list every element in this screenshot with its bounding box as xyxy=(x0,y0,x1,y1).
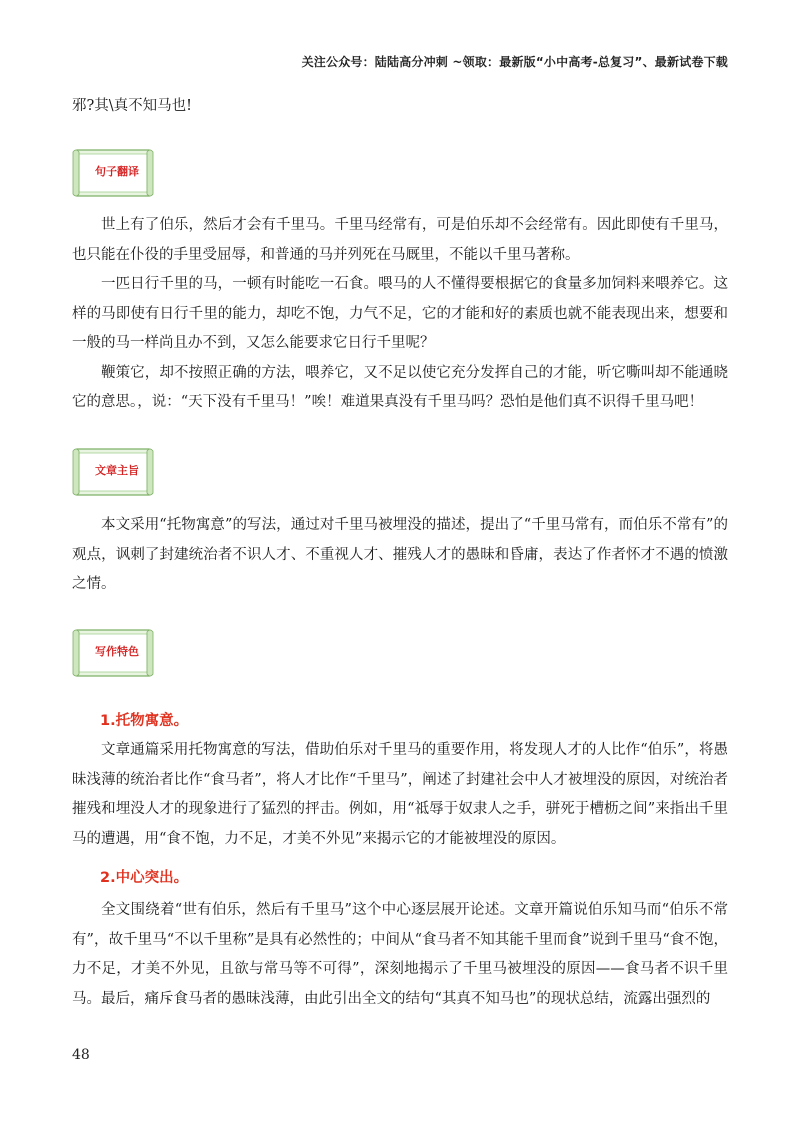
section-badge-features xyxy=(70,626,156,680)
translation-paragraph-1: 世上有了伯乐，然后才会有千里马。千里马经常有，可是伯乐却不会经常有。因此即使有千里马，也只能在仆役的手里受屈辱，和普通的马并列死在马厩里，不能以千里马著称。 xyxy=(72,217,728,263)
feature-text-2: 全文围绕着“世有伯乐，然后有千里马”这个中心逐层展开论述。文章开篇说伯乐知马而“伯乐不常有”，故千里马“不以千里称”是具有必然性的；中间从“食马者不知其能千里而食”说到千里马“食不饱，力不足，才美不外见，且欲与常马等不可得”，深刻地揭示了千里马被埋没的原因——食马者不识千里马。最后，痛斥食马者的愚昧浅薄，由此引出全文的结句“其真不知马也”的现状总结，流露出强烈的 xyxy=(72,902,728,1007)
feature-text-1: 文章通篇采用托物寓意的写法，借助伯乐对千里马的重要作用，将发现人才的人比作“伯乐”，将愚昧浅薄的统治者比作“食马者”，将人才比作“千里马”，阐述了封建社会中人才被埋没的原因，对统治者摧残和埋没人才的现象进行了猛烈的抨击。例如，用“祗辱于奴隶人之手，骈死于槽枥之间”来指出千里马的遭遇，用“食不饱，力不足，才美不外见”来揭示它的才能被埋没的原因。 xyxy=(72,742,728,847)
section-label-translation: 句子翻译 xyxy=(95,165,139,178)
theme-paragraph-1: 本文采用“托物寓意”的写法，通过对千里马被埋没的描述，提出了“千里马常有，而伯乐不常有”的观点，讽刺了封建统治者不识人才、不重视人才、摧残人才的愚昧和昏庸，表达了作者怀才不遇的愤激之情。 xyxy=(72,517,728,592)
feature-body-1 xyxy=(72,736,728,854)
translation-paragraph-2: 一匹日行千里的马，一顿有时能吃一石食。喂马的人不懂得要根据它的食量多加饲料来喂养它。这样的马即使有日行千里的能力，却吃不饱，力气不足，它的才能和好的素质也就不能表现出来，想要和一般的马一样尚且办不到，又怎么能要求它日行千里呢？ xyxy=(72,276,728,351)
section-badge-translation xyxy=(70,146,156,200)
intro-line-block xyxy=(72,92,728,122)
translation-paragraph-3: 鞭策它，却不按照正确的方法，喂养它，又不足以使它充分发挥自己的才能，听它嘶叫却不能通晓它的意思。，说：“天下没有千里马！”唉！难道果真没有千里马吗？恐怕是他们真不识得千里马吧！ xyxy=(72,364,728,410)
page-number: 48 xyxy=(72,1047,90,1063)
section-badge-theme xyxy=(70,445,156,499)
theme-body xyxy=(72,511,728,600)
intro-line: 邪?其\真不知马也! xyxy=(72,98,192,114)
feature-body-2 xyxy=(72,896,728,1014)
page-header: 关注公众号：陆陆高分冲刺 ~领取：最新版“小中高考-总复习”、最新试卷下载 xyxy=(301,55,728,69)
translation-body xyxy=(72,211,728,418)
section-label-theme: 文章主旨 xyxy=(95,464,139,477)
section-label-features: 写作特色 xyxy=(95,645,139,658)
feature-heading-2: 2.中心突出。 xyxy=(100,870,189,886)
feature-heading-1: 1.托物寓意。 xyxy=(100,713,189,729)
